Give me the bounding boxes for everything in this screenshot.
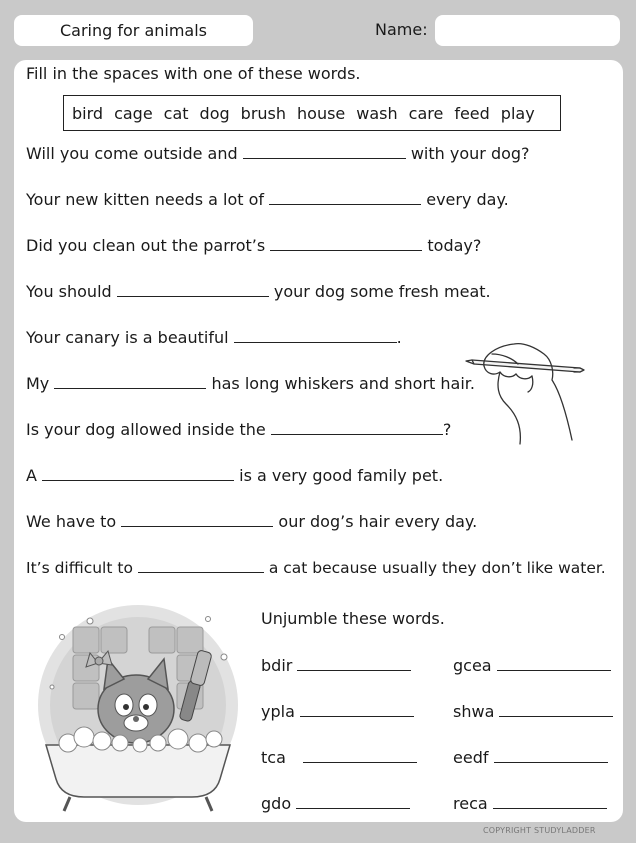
answer-blank[interactable] (494, 748, 608, 763)
word-bank-item: feed (454, 103, 490, 123)
answer-blank[interactable] (493, 794, 607, 809)
jumbled-word: eedf (453, 748, 489, 767)
sentence-text: Will you come outside and (26, 144, 238, 163)
instruction-text: Fill in the spaces with one of these words. (26, 64, 361, 83)
answer-blank[interactable] (121, 512, 273, 527)
answer-blank[interactable] (300, 702, 414, 717)
answer-blank[interactable] (297, 656, 411, 671)
sentence-3 (26, 236, 481, 255)
jumbled-word: bdir (261, 656, 293, 675)
sentence-text: a cat because usually they don’t like water. (268, 559, 606, 577)
sentence-text: You should (26, 282, 112, 301)
sentence-text: . (396, 328, 402, 347)
word-bank-item: cage (114, 103, 153, 123)
sentence-text: Did you clean out the parrot’s (26, 236, 266, 255)
sentence-2 (26, 190, 509, 209)
word-bank-item: bird (72, 103, 104, 123)
unjumble-item (261, 656, 411, 675)
sentence-9 (26, 512, 477, 531)
sentence-text: every day. (426, 190, 509, 209)
sentence-1 (26, 144, 530, 163)
sentence-5 (26, 328, 402, 347)
word-bank-item: house (297, 103, 346, 123)
jumbled-word: ypla (261, 702, 295, 721)
answer-blank[interactable] (303, 748, 417, 763)
answer-blank[interactable] (497, 656, 611, 671)
jumbled-word: tca (261, 748, 286, 767)
unjumble-item (261, 702, 414, 721)
word-bank-item: wash (356, 103, 398, 123)
sentence-text: ? (442, 420, 452, 439)
sentence-4 (26, 282, 491, 301)
sentence-text: Your canary is a beautiful (26, 328, 229, 347)
name-field[interactable] (435, 15, 620, 46)
sentence-6 (26, 374, 475, 393)
answer-blank[interactable] (271, 420, 443, 435)
answer-blank[interactable] (42, 466, 234, 481)
unjumble-item (453, 794, 607, 813)
unjumble-item (261, 748, 417, 767)
sentence-text: We have to (26, 512, 117, 531)
sentence-text: is a very good family pet. (239, 466, 444, 485)
answer-blank[interactable] (138, 558, 264, 573)
sentence-text: My (26, 374, 50, 393)
jumbled-word: reca (453, 794, 488, 813)
word-bank-item: cat (163, 103, 189, 123)
sentence-text: our dog’s hair every day. (278, 512, 478, 531)
sentence-text: It’s difficult to (26, 559, 133, 577)
sentence-text: with your dog? (410, 144, 530, 163)
sentence-text: your dog some fresh meat. (273, 282, 491, 301)
copyright: COPYRIGHT STUDYLADDER (483, 826, 596, 835)
sentence-text: has long whiskers and short hair. (211, 374, 475, 393)
word-bank-item: dog (199, 103, 230, 123)
unjumble-item (453, 702, 613, 721)
sentence-10 (26, 558, 606, 577)
hand-pencil-icon (462, 332, 590, 450)
word-bank-item: brush (240, 103, 287, 123)
cat-in-bath-image (28, 597, 248, 817)
answer-blank[interactable] (117, 282, 269, 297)
word-bank-item: play (500, 103, 535, 123)
jumbled-word: shwa (453, 702, 495, 721)
answer-blank[interactable] (499, 702, 613, 717)
answer-blank[interactable] (243, 144, 406, 159)
word-bank-item: care (408, 103, 444, 123)
sentence-text: A (26, 466, 37, 485)
sentence-text: Is your dog allowed inside the (26, 420, 266, 439)
sentence-8 (26, 466, 443, 485)
title-pill (14, 15, 253, 46)
answer-blank[interactable] (270, 236, 422, 251)
sentence-text: Your new kitten needs a lot of (26, 190, 265, 209)
word-bank (63, 95, 561, 131)
answer-blank[interactable] (269, 190, 421, 205)
jumbled-word: gdo (261, 794, 292, 813)
sentence-text: today? (427, 236, 482, 255)
answer-blank[interactable] (234, 328, 397, 343)
unjumble-item (453, 656, 611, 675)
worksheet-title: Caring for animals (59, 21, 208, 40)
unjumble-title: Unjumble these words. (261, 609, 445, 628)
answer-blank[interactable] (54, 374, 206, 389)
sentence-7 (26, 420, 451, 439)
unjumble-item (453, 748, 608, 767)
name-label: Name: (375, 20, 428, 39)
answer-blank[interactable] (296, 794, 410, 809)
jumbled-word: gcea (453, 656, 492, 675)
unjumble-item (261, 794, 410, 813)
